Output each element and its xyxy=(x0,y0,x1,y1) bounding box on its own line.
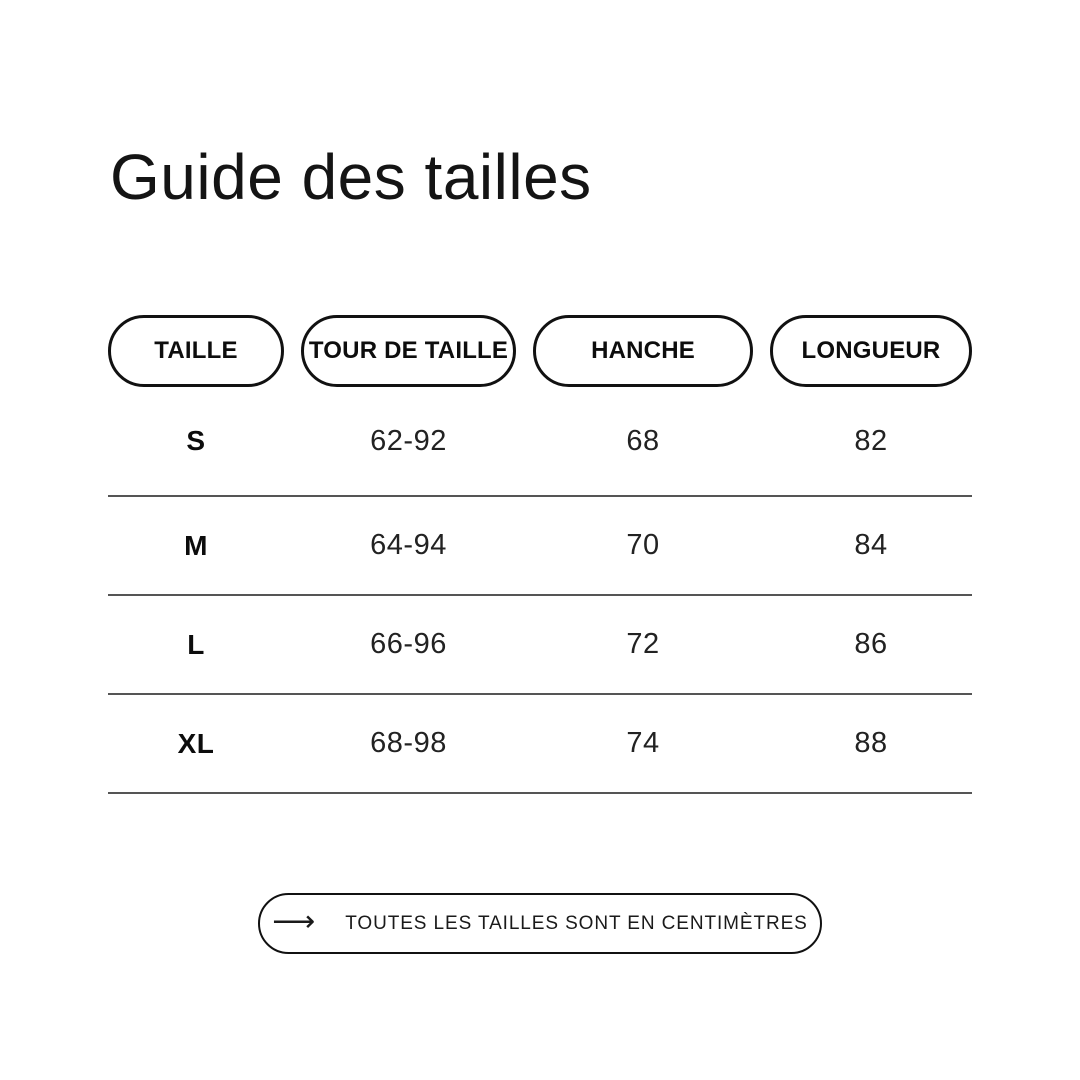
waist-value: 62-92 xyxy=(370,424,447,457)
column-header-longueur: LONGUEUR xyxy=(770,315,972,387)
length-value: 88 xyxy=(854,727,888,759)
hip-value: 74 xyxy=(626,727,660,759)
hip-value: 72 xyxy=(626,628,660,660)
column-header-taille: TAILLE xyxy=(108,315,284,387)
units-note-label: TOUTES LES TAILLES SONT EN CENTIMÈTRES xyxy=(345,912,808,934)
table-row-m xyxy=(108,497,972,596)
table-header-row xyxy=(108,315,972,387)
waist-value: 68-98 xyxy=(370,727,447,759)
size-table xyxy=(108,315,972,794)
length-value: 82 xyxy=(854,424,888,457)
column-header-hanche: HANCHE xyxy=(533,315,753,387)
units-note-pill xyxy=(258,893,822,954)
table-row-xl xyxy=(108,695,972,794)
hip-value: 70 xyxy=(626,529,660,561)
waist-value: 66-96 xyxy=(370,628,447,660)
size-label: S xyxy=(186,425,206,456)
waist-value: 64-94 xyxy=(370,529,447,561)
size-label: M xyxy=(184,529,208,561)
hip-value: 68 xyxy=(626,424,660,457)
size-label: L xyxy=(187,628,205,660)
long-right-arrow-icon: ⟶ xyxy=(272,904,316,938)
column-header-tour-de-taille: TOUR DE TAILLE xyxy=(301,315,516,387)
length-value: 86 xyxy=(854,628,888,660)
table-row-s xyxy=(108,387,972,497)
page-title: Guide des tailles xyxy=(110,141,592,213)
size-label: XL xyxy=(177,727,215,759)
length-value: 84 xyxy=(854,529,888,561)
table-row-l xyxy=(108,596,972,695)
